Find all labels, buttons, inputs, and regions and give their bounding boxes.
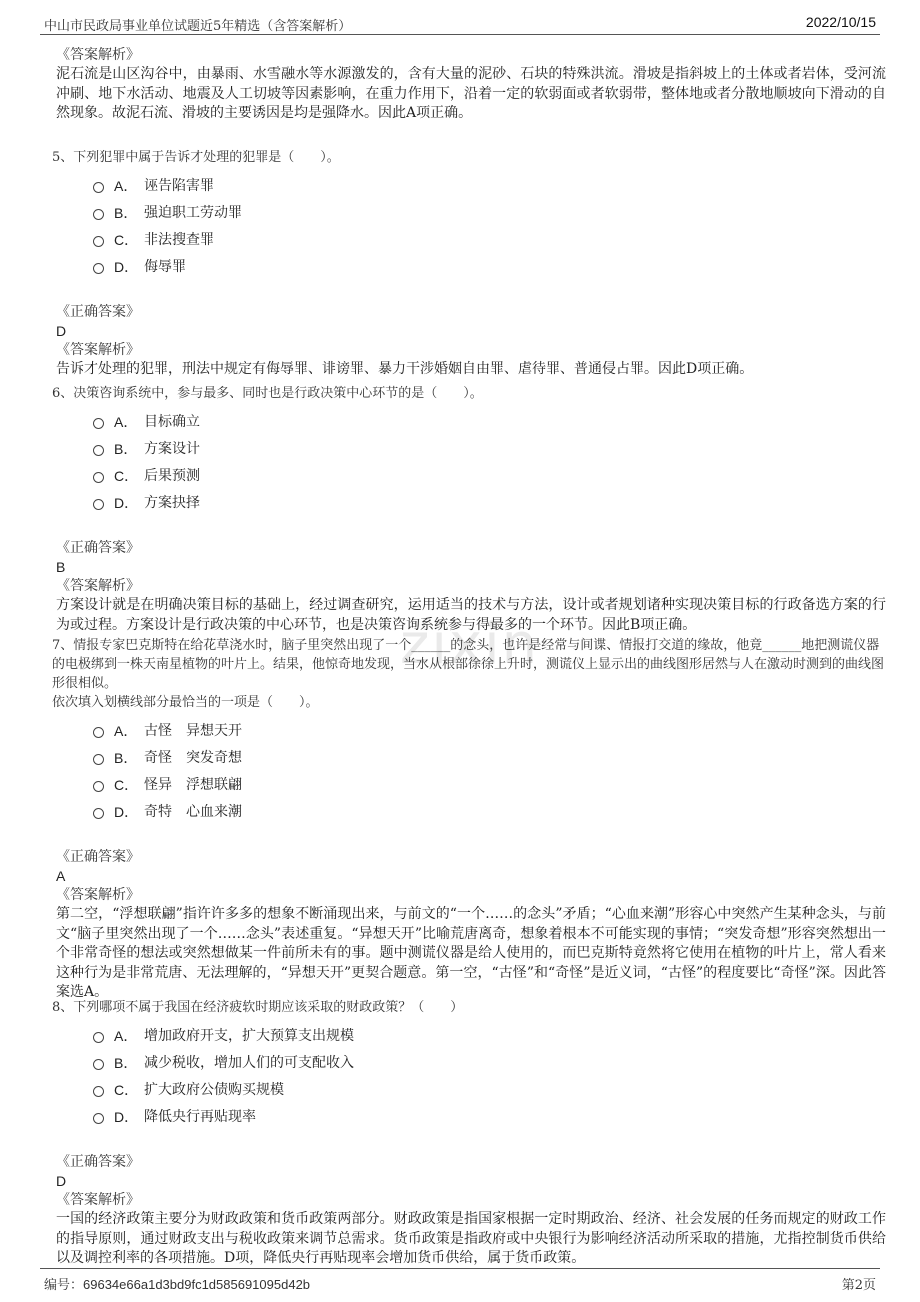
- option-c[interactable]: [56, 1077, 886, 1104]
- radio-icon[interactable]: [93, 236, 104, 247]
- radio-icon[interactable]: [93, 182, 104, 193]
- question-stem: 8、下列哪项不属于我国在经济疲软时期应该采取的财政政策？（ ）: [52, 1000, 464, 1015]
- correct-answer-label: 《正确答案》: [56, 540, 140, 556]
- option-b[interactable]: [56, 200, 886, 227]
- correct-answer-label: 《正确答案》: [56, 1154, 140, 1170]
- analysis-label: 《答案解析》: [56, 887, 140, 903]
- option-c[interactable]: [56, 227, 886, 254]
- radio-icon[interactable]: [93, 445, 104, 456]
- radio-icon[interactable]: [93, 1086, 104, 1097]
- radio-icon[interactable]: [93, 781, 104, 792]
- option-letter: A．: [114, 178, 138, 194]
- question-6: [52, 384, 886, 635]
- option-letter: B．: [114, 750, 138, 766]
- option-letter: C．: [114, 232, 139, 248]
- option-a[interactable]: [56, 1023, 886, 1050]
- option-letter: A．: [114, 723, 138, 739]
- radio-icon[interactable]: [93, 1032, 104, 1043]
- option-text: 目标确立: [144, 414, 200, 430]
- correct-answer: D: [56, 323, 67, 339]
- document-title: 中山市民政局事业单位试题近5年精选（含答案解析）: [44, 19, 352, 34]
- radio-icon[interactable]: [93, 754, 104, 765]
- correct-answer: D: [56, 1173, 67, 1189]
- analysis-text: 方案设计就是在明确决策目标的基础上，经过调查研究，运用适当的技术与方法，设计或者规划诸种实现决策目标的行政备选方案的行为或过程。方案设计是行政决策的中心环节，也是决策咨询系统参与得最多的一个环节。因此B项正确。: [56, 597, 886, 633]
- option-b[interactable]: [56, 436, 886, 463]
- analysis-label: 《答案解析》: [56, 47, 140, 63]
- option-letter: C．: [114, 777, 139, 793]
- option-letter: D．: [114, 495, 139, 511]
- document-date: 2022/10/15: [805, 14, 876, 30]
- correct-answer: B: [56, 559, 66, 575]
- document-code: [44, 1274, 310, 1293]
- option-letter: D．: [114, 1109, 139, 1125]
- option-letter: C．: [114, 468, 139, 484]
- question-stem: 7、情报专家巴克斯特在给花草浇水时，脑子里突然出现了一个______的念头，也许是经常与间谍、情报打交道的缘故，他竟______地把测谎仪器的电极绑到一株天南星植物的叶片上。结果，他惊奇地发现，当水从根部徐徐上升时，测谎仪上显示出的曲线图形居然与人在激动时测到的曲线图形很相似。: [52, 638, 885, 691]
- radio-icon[interactable]: [93, 499, 104, 510]
- option-text: 诬告陷害罪: [144, 178, 214, 194]
- option-a[interactable]: [56, 409, 886, 436]
- option-letter: A．: [114, 414, 138, 430]
- question-5: [52, 148, 886, 380]
- option-letter: C．: [114, 1082, 139, 1098]
- option-letter: D．: [114, 259, 139, 275]
- correct-answer: A: [56, 868, 66, 884]
- radio-icon[interactable]: [93, 209, 104, 220]
- radio-icon[interactable]: [93, 418, 104, 429]
- option-b[interactable]: [56, 745, 886, 772]
- option-letter: B．: [114, 1055, 138, 1071]
- analysis-label: 《答案解析》: [56, 1192, 140, 1208]
- option-text: 奇怪 突发奇想: [144, 750, 242, 766]
- option-text: 方案设计: [144, 441, 200, 457]
- option-c[interactable]: [56, 772, 886, 799]
- option-a[interactable]: [56, 173, 886, 200]
- analysis-label: 《答案解析》: [56, 578, 140, 594]
- question-8: [52, 998, 886, 1269]
- analysis-block-prev: [56, 46, 886, 124]
- analysis-text: 告诉才处理的犯罪，刑法中规定有侮辱罪、诽谤罪、暴力干涉婚姻自由罪、虐待罪、普通侵占罪。因此D项正确。: [56, 361, 754, 377]
- radio-icon[interactable]: [93, 263, 104, 274]
- option-a[interactable]: [56, 718, 886, 745]
- option-text: 奇特 心血来潮: [144, 804, 242, 820]
- question-stem: 6、决策咨询系统中，参与最多、同时也是行政决策中心环节的是（ ）。: [52, 386, 483, 401]
- option-text: 非法搜查罪: [144, 232, 214, 248]
- radio-icon[interactable]: [93, 1059, 104, 1070]
- page-footer: [40, 1268, 880, 1291]
- document-code-label: 编号：: [44, 1278, 84, 1293]
- analysis-text: 一国的经济政策主要分为财政政策和货币政策两部分。财政政策是指国家根据一定时期政治、经济、社会发展的任务而规定的财政工作的指导原则，通过财政支出与税收政策来调节总需求。货币政策是指政府或中央银行为影响经济活动所采取的措施，尤指控制货币供给以及调控利率的各项措施。D项，降低央行再贴现率会增加货币供给，属于货币政策。: [56, 1211, 886, 1267]
- option-letter: D．: [114, 804, 139, 820]
- option-d[interactable]: [56, 254, 886, 281]
- option-text: 后果预测: [144, 468, 200, 484]
- option-d[interactable]: [56, 1104, 886, 1131]
- page-number: 第2页: [841, 1278, 876, 1293]
- option-b[interactable]: [56, 1050, 886, 1077]
- question-instruction: 依次填入划横线部分最恰当的一项是（ ）。: [52, 695, 319, 710]
- option-text: 怪异 浮想联翩: [144, 777, 242, 793]
- option-c[interactable]: [56, 463, 886, 490]
- question-7: [52, 636, 886, 1003]
- analysis-text: 泥石流是山区沟谷中，由暴雨、水雪融水等水源激发的，含有大量的泥砂、石块的特殊洪流。滑坡是指斜坡上的土体或者岩体，受河流冲刷、地下水活动、地震及人工切坡等因素影响，在重力作用下，沿着一定的软弱面或者软弱带，整体地或者分散地顺坡向下滑动的自然现象。故泥石流、滑坡的主要诱因是均是强降水。因此A项正确。: [56, 66, 886, 122]
- option-d[interactable]: [56, 799, 886, 826]
- document-code-value: 69634e66a1d3bd9fc1d585691095d42b: [83, 1277, 311, 1292]
- option-letter: A．: [114, 1028, 138, 1044]
- option-text: 增加政府开支，扩大预算支出规模: [144, 1028, 354, 1044]
- option-text: 强迫职工劳动罪: [144, 205, 242, 221]
- option-letter: B．: [114, 205, 138, 221]
- option-text: 侮辱罪: [144, 259, 186, 275]
- option-text: 降低央行再贴现率: [144, 1109, 256, 1125]
- radio-icon[interactable]: [93, 472, 104, 483]
- correct-answer-label: 《正确答案》: [56, 304, 140, 320]
- option-letter: B．: [114, 441, 138, 457]
- option-d[interactable]: [56, 490, 886, 517]
- option-text: 方案抉择: [144, 495, 200, 511]
- watermark-logo: zixin: [400, 612, 540, 677]
- radio-icon[interactable]: [93, 1113, 104, 1124]
- radio-icon[interactable]: [93, 727, 104, 738]
- option-text: 减少税收，增加人们的可支配收入: [144, 1055, 354, 1071]
- analysis-label: 《答案解析》: [56, 342, 140, 358]
- option-text: 扩大政府公债购买规模: [144, 1082, 284, 1098]
- page-header: [40, 12, 880, 35]
- option-text: 古怪 异想天开: [144, 723, 242, 739]
- analysis-text: 第二空，“浮想联翩”指许许多多的想象不断涌现出来，与前文的“一个……的念头”矛盾；“心血来潮”形容心中突然产生某种念头，与前文“脑子里突然出现了一个……念头”表述重复。“异想天开”比喻荒唐离奇，想象着根本不可能实现的事情；“突发奇想”形容突然想出一个非常奇怪的想法或突然想做某一件前所未有的事。题中测谎仪器是给人使用的，而巴克斯特竟然将它使用在植物的叶片上，常人看来这种行为是非常荒唐、无法理解的，“异想天开”更契合题意。第一空，“古怪”和“奇怪”是近义词，“古怪”的程度要比“奇怪”深。因此答案选A。: [56, 906, 886, 1001]
- question-stem: 5、下列犯罪中属于告诉才处理的犯罪是（ ）。: [52, 150, 340, 165]
- correct-answer-label: 《正确答案》: [56, 849, 140, 865]
- radio-icon[interactable]: [93, 808, 104, 819]
